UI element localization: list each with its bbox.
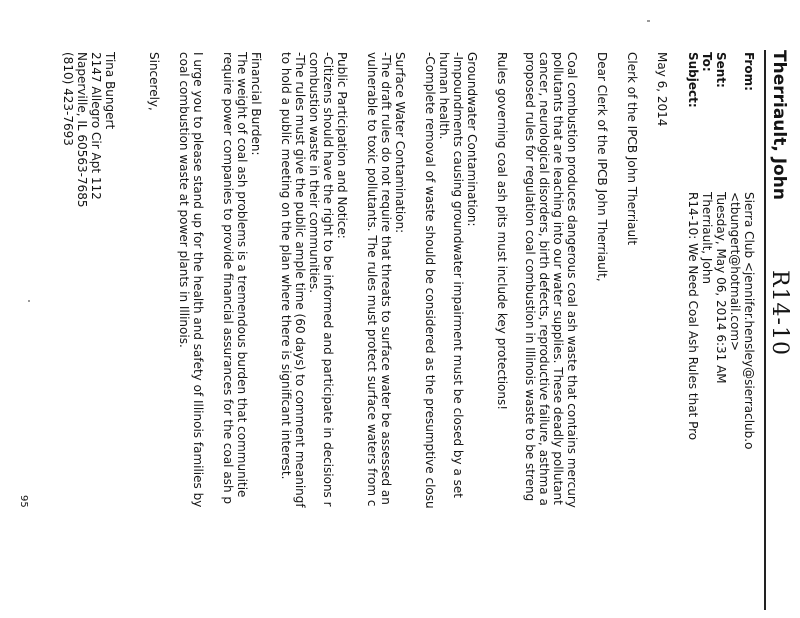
recipient-name-header: Therriault, John (769, 50, 789, 200)
participation-line: combustion waste in their communities. (307, 52, 321, 294)
groundwater-heading: Groundwater Contamination: (465, 52, 479, 227)
participation-line: to hold a public meeting on the plan where there is significant interest. (279, 52, 293, 480)
header-divider (764, 50, 766, 610)
financial-line: The weight of coal ash problems is a tremendous burden that communitie (235, 52, 249, 498)
intro-line: proposed rules for regulation coal combustion in Illinois waste to be streng (523, 52, 537, 502)
page-number: 95 (18, 495, 29, 508)
surface-line: vulnerable to toxic pollutants. The rules must protect surface waters from c (365, 52, 379, 507)
groundwater-line: -Complete removal of waste should be considered as the presumptive closu (423, 52, 437, 509)
financial-heading: Financial Burden: (249, 52, 263, 156)
signature-city: Naperville, IL 60563-7685 (75, 52, 89, 208)
to-value: Therriault, John (700, 192, 714, 285)
participation-line: -Citizens should have the right to be informed and participate in decisions r (321, 52, 335, 507)
sent-value: Tuesday, May 06, 2014 6:31 AM (714, 192, 728, 384)
groundwater-line: human health. (437, 52, 451, 140)
signature-address: 2147 Allegro Cir Apt 112 (89, 52, 103, 200)
surface-line: -The draft rules do not require that threats to surface water be assessed an (379, 52, 393, 505)
surface-heading: Surface Water Contamination: (393, 52, 407, 234)
salutation-line-1: Clerk of the IPCB John Therriault (625, 52, 639, 246)
groundwater-line: -Impoundments causing groundwater impairment must be closed by a set (451, 52, 465, 498)
scan-speck (28, 300, 30, 302)
from-value-email: <tbungert@hotmail.com> (728, 192, 742, 352)
document-number: R14-10 (767, 270, 792, 356)
urge-line: coal combustion waste at power plants in Illinois. (177, 52, 191, 348)
intro-line: pollutants that are leaching into our water supplies. These deadly pollutant (551, 52, 565, 505)
closing: Sincerely, (147, 52, 161, 111)
intro-line: cancer, neurological disorders, birth defects, reproductive failure, asthma a (537, 52, 551, 506)
letter-date: May 6, 2014 (655, 52, 669, 127)
intro-line: Coal combustion produces dangerous coal ash waste that contains mercury (565, 52, 579, 508)
rules-line: Rules governing coal ash pits must include key protections! (495, 52, 509, 411)
sent-label: Sent: (714, 52, 728, 88)
participation-heading: Public Participation and Notice: (335, 52, 349, 239)
participation-line: -The rules must give the public ample time (60 days) to comment meaningf (293, 52, 307, 508)
subject-label: Subject: (686, 52, 700, 108)
salutation-line-2: Dear Clerk of the IPCB John Therriault, (595, 52, 609, 282)
subject-value: R14-10: We Need Coal Ash Rules that Pro (686, 192, 700, 441)
scan-speck (647, 20, 650, 22)
urge-line: I urge you to please stand up for the health and safety of Illinois families by (191, 52, 205, 508)
to-label: To: (700, 52, 714, 72)
from-value: Sierra Club <jennifer.hensley@sierraclub.o (742, 192, 756, 450)
financial-line: require power companies to provide financial assurances for the coal ash p (221, 52, 235, 504)
from-label: From: (742, 52, 756, 91)
signature-phone: (810) 423-7693 (61, 52, 75, 146)
signature-name: Tina Bungert (103, 52, 117, 130)
